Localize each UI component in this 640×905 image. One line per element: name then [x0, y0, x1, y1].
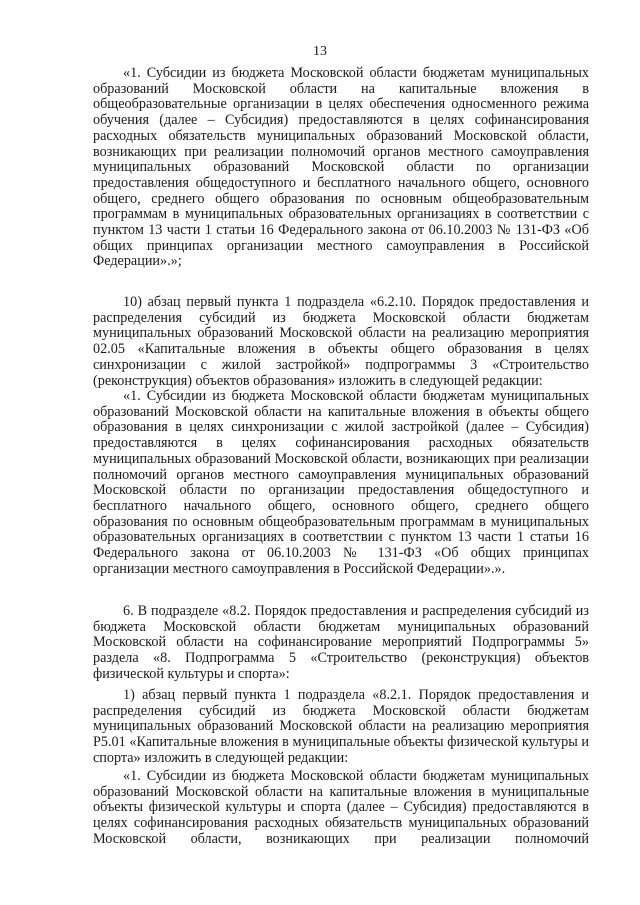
paragraph-item-6: 6. В подразделе «8.2. Порядок предоставления и распределения субсидий из бюджета Московской области бюджетам муниципальных образований Московской области на софинансирование мероприятий Подпрограммы 5» раздела «8. Подпрограмма 5 «Строительство (реконструкция) объектов физической культуры и спорта»:: [93, 603, 589, 682]
paragraph-subsidy-general-education: «1. Субсидии из бюджета Московской области бюджетам муниципальных образований Московской области на капитальные вложения в объекты общего образования в целях синхронизации с жилой застройкой (далее – Субсидия) предоставляются в целях софинансирования расходных обязательств муниципальных образований Московской области, возникающих при реализации полномочий органов местного самоуправления муниципальных образований Московской области по организации предоставления общедоступного и бесплатного начального общего, основного общего, среднего общего образования по основным общеобразовательным программам в муниципальных образовательных организациях в соответствии с пунктом 13 части 1 статьи 16 Федерального закона от 06.10.2003 № 131-ФЗ «Об общих принципах организации местного самоуправления в Российской Федерации».».: [93, 388, 589, 577]
paragraph-item-10: 10) абзац первый пункта 1 подраздела «6.2.10. Порядок предоставления и распределения субсидий из бюджета Московской области бюджетам муниципальных образований Московской области на реализацию мероприятия 02.05 «Капитальные вложения в объекты общего образования в целях синхронизации с жилой застройкой» подпрограммы 3 «Строительство (реконструкция) объектов образования» изложить в следующей редакции:: [93, 294, 589, 389]
paragraph-item-1: 1) абзац первый пункта 1 подраздела «8.2.1. Порядок предоставления и распределения субсидий из бюджета Московской области бюджетам муниципальных образований Московской области на реализацию мероприятия Р5.01 «Капитальные вложения в муниципальные объекты физической культуры и спорта» изложить в следующей редакции:: [93, 687, 589, 766]
paragraph-subsidy-single-shift: «1. Субсидии из бюджета Московской области бюджетам муниципальных образований Московской области на капитальные вложения в общеобразовательные организации в целях обеспечения односменного режима обучения (далее – Субсидия) предоставляются в целях софинансирования расходных обязательств муниципальных образований Московской области, возникающих при реализации полномочий органов местного самоуправления муниципальных образований Московской области по организации предоставления общедоступного и бесплатного начального общего, основного общего, среднего общего образования по основным общеобразовательным программам в муниципальных образовательных организациях в соответствии с пунктом 13 части 1 статьи 16 Федерального закона от 06.10.2003 № 131-ФЗ «Об общих принципах организации местного самоуправления в Российской Федерации».»;: [93, 65, 589, 270]
paragraph-subsidy-sports: «1. Субсидии из бюджета Московской области бюджетам муниципальных образований Московской области на капитальные вложения в муниципальные объекты физической культуры и спорта (далее – Субсидия) предоставляются в целях софинансирования расходных обязательств муниципальных образований Московской области, возникающих при реализации полномочий: [93, 768, 589, 847]
page-number: 13: [313, 44, 327, 59]
